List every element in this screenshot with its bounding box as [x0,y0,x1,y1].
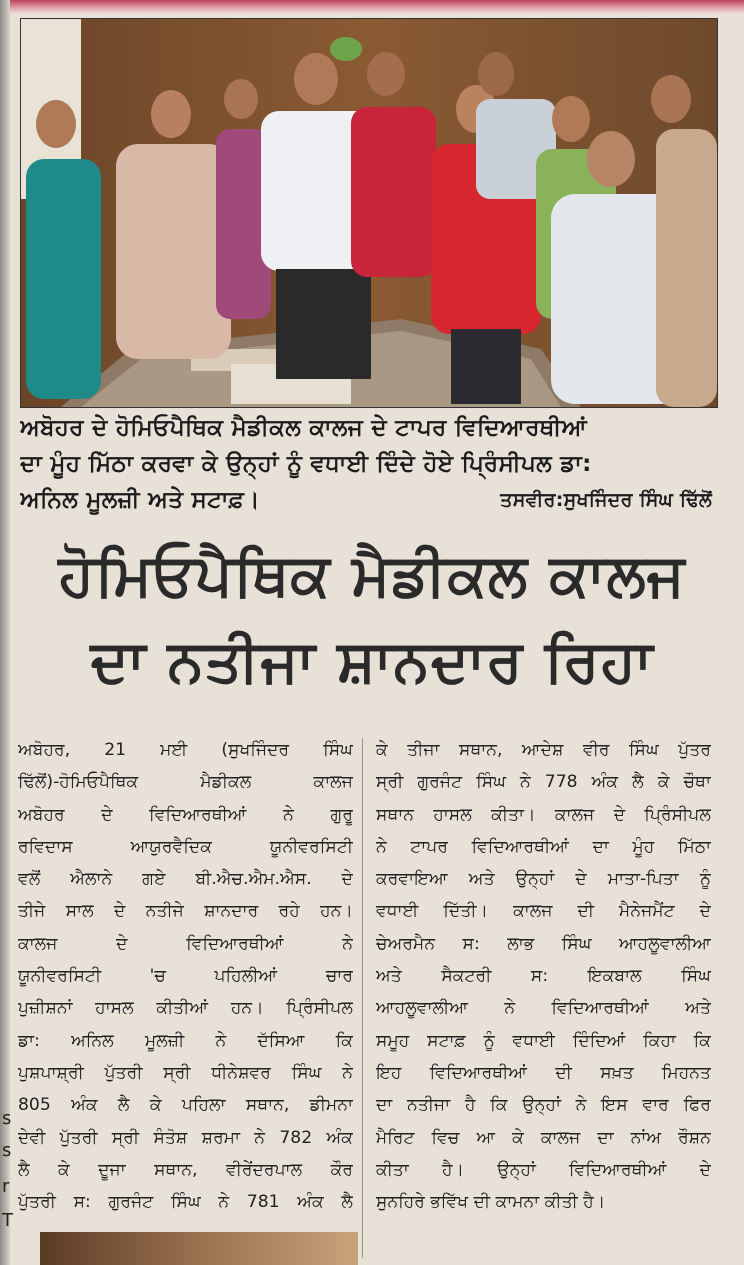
article-line: ਪੁਜ਼ੀਸ਼ਨਾਂ ਹਾਸਲ ਕੀਤੀਆਂ ਹਨ। ਪ੍ਰਿੰਸੀਪਲ [18,998,353,1019]
article-line: ਨੇ ਟਾਪਰ ਵਿਦਿਆਰਥੀਆਂ ਦਾ ਮੂੰਹ ਮਿੱਠਾ [376,836,711,857]
article-column-right [376,734,711,1218]
margin-fragment: T [2,1210,13,1231]
news-photo [20,18,718,408]
margin-fragment: r [2,1176,10,1197]
article-line: ਇਹ ਵਿਦਿਆਰਥੀਆਂ ਦੀ ਸਖ਼ਤ ਮਿਹਨਤ [376,1062,711,1083]
article-line: ਅਤੇ ਸੈਕਟਰੀ ਸ: ਇਕਬਾਲ ਸਿੰਘ [376,966,711,987]
article-line: ਚੇਅਰਮੈਨ ਸ: ਲਾਭ ਸਿੰਘ ਆਹਲੂਵਾਲੀਆ [376,933,711,954]
photo-caption [20,410,716,518]
caption-line: ਦਾ ਮੂੰਹ ਮਿੱਠਾ ਕਰਵਾ ਕੇ ਉਨ੍ਹਾਂ ਨੂੰ ਵਧਾਈ ਦਿੰਦੇ ਹੋਏ ਪ੍ਰਿੰਸੀਪਲ ਡਾ: [20,451,592,477]
article-line: ਮੈਰਿਟ ਵਿਚ ਆ ਕੇ ਕਾਲਜ ਦਾ ਨਾਂਅ ਰੌਸ਼ਨ [376,1127,711,1148]
margin-fragment: s [2,1108,12,1129]
caption-line: ਅਬੋਹਰ ਦੇ ਹੋਮਿਓਪੈਥਿਕ ਮੈਡੀਕਲ ਕਾਲਜ ਦੇ ਟਾਪਰ ਵਿਦਿਆਰਥੀਆਂ [20,415,587,441]
article-line: ਲੈ ਕੇ ਦੂਜਾ ਸਥਾਨ, ਵੀਰੇਂਦਰਪਾਲ ਕੌਰ [18,1159,353,1180]
article-line: ਆਹਲੂਵਾਲੀਆ ਨੇ ਵਿਦਿਆਰਥੀਆਂ ਅਤੇ [376,998,711,1019]
article-line: ਸੁਨਹਿਰੇ ਭਵਿੱਖ ਦੀ ਕਾਮਨਾ ਕੀਤੀ ਹੈ। [376,1192,606,1213]
article-line: ਸਮੂਹ ਸਟਾਫ਼ ਨੂੰ ਵਧਾਈ ਦਿੰਦਿਆਂ ਕਿਹਾ ਕਿ [376,1030,711,1051]
photo-credit: ਤਸਵੀਰ:ਸੁਖਜਿੰਦਰ ਸਿੰਘ ਢਿੱਲੋਂ [500,489,712,511]
article-line: ਯੂਨੀਵਰਸਿਟੀ 'ਚ ਪਹਿਲੀਆਂ ਚਾਰ [18,966,353,987]
article-line: ਸਥਾਨ ਹਾਸਲ ਕੀਤਾ। ਕਾਲਜ ਦੇ ਪ੍ਰਿੰਸੀਪਲ [376,804,711,825]
article-line: ਕੇ ਤੀਜਾ ਸਥਾਨ, ਆਦੇਸ਼ ਵੀਰ ਸਿੰਘ ਪੁੱਤਰ [376,740,711,760]
article-line: ਅਬੋਹਰ, 21 ਮਈ (ਸੁਖਜਿੰਦਰ ਸਿੰਘ [18,740,353,760]
article-line: ਅਬੋਹਰ ਦੇ ਵਿਦਿਆਰਥੀਆਂ ਨੇ ਗੁਰੂ [18,804,353,825]
article-headline [10,532,734,704]
article-line: ਸ੍ਰੀ ਗੁਰਜੰਟ ਸਿੰਘ ਨੇ 778 ਅੰਕ ਲੈ ਕੇ ਚੌਥਾ [376,772,711,793]
headline-line-2: ਦਾ ਨਤੀਜਾ ਸ਼ਾਨਦਾਰ ਰਿਹਾ [90,627,654,695]
article-line: ਕੀਤਾ ਹੈ। ਉਨ੍ਹਾਂ ਵਿਦਿਆਰਥੀਆਂ ਦੇ [376,1159,711,1180]
next-article-photo [40,1232,358,1265]
article-line: ਕਰਵਾਇਆ ਅਤੇ ਉਨ੍ਹਾਂ ਦੇ ਮਾਤਾ-ਪਿਤਾ ਨੂੰ [376,869,711,890]
article-line: ਢਿੱਲੋਂ)-ਹੋਮਿਓਪੈਥਿਕ ਮੈਡੀਕਲ ਕਾਲਜ [18,772,353,793]
article-line: ਦਾ ਨਤੀਜਾ ਹੈ ਕਿ ਉਨ੍ਹਾਂ ਨੇ ਇਸ ਵਾਰ ਫਿਰ [376,1095,711,1116]
article-line: ਪੁੱਤਰੀ ਸ: ਗੁਰਜੰਟ ਸਿੰਘ ਨੇ 781 ਅੰਕ ਲੈ [18,1192,353,1213]
caption-line: ਅਨਿਲ ਮੂਲਜ਼ੀ ਅਤੇ ਸਟਾਫ਼। [20,487,260,513]
article-line: ਦੇਵੀ ਪੁੱਤਰੀ ਸ੍ਰੀ ਸੰਤੋਸ਼ ਸ਼ਰਮਾ ਨੇ 782 ਅੰਕ [18,1127,353,1148]
column-divider [362,738,363,1258]
article-line: 805 ਅੰਕ ਲੈ ਕੇ ਪਹਿਲਾ ਸਥਾਨ, ਡੀਮਨਾ [18,1095,353,1116]
article-line: ਵਲੋਂ ਐਲਾਨੇ ਗਏ ਬੀ.ਐਚ.ਐਮ.ਐਸ. ਦੇ [18,869,353,890]
page-binding-edge [0,0,10,1265]
article-column-left [18,734,353,1218]
article-line: ਤੀਜੇ ਸਾਲ ਦੇ ਨਤੀਜੇ ਸ਼ਾਨਦਾਰ ਰਹੇ ਹਨ। [18,901,353,922]
margin-fragment: s [2,1140,12,1161]
headline-line-1: ਹੋਮਿਓਪੈਥਿਕ ਮੈਡੀਕਲ ਕਾਲਜ [58,541,686,609]
article-line: ਰਵਿਦਾਸ ਆਯੁਰਵੈਦਿਕ ਯੂਨੀਵਰਸਿਟੀ [18,836,353,857]
article-line: ਵਧਾਈ ਦਿੱਤੀ। ਕਾਲਜ ਦੀ ਮੈਨੇਜਮੈਂਟ ਦੇ [376,901,711,922]
page-top-strip [0,0,744,14]
article-line: ਕਾਲਜ ਦੇ ਵਿਦਿਆਰਥੀਆਂ ਨੇ [18,933,353,954]
article-line: ਪੁਸ਼ਪਾਸ਼੍ਰੀ ਪੁੱਤਰੀ ਸ੍ਰੀ ਧੀਨੇਸ਼ਵਰ ਸਿੰਘ ਨੇ [18,1062,353,1083]
article-line: ਡਾ: ਅਨਿਲ ਮੂਲਜ਼ੀ ਨੇ ਦੱਸਿਆ ਕਿ [18,1030,353,1051]
